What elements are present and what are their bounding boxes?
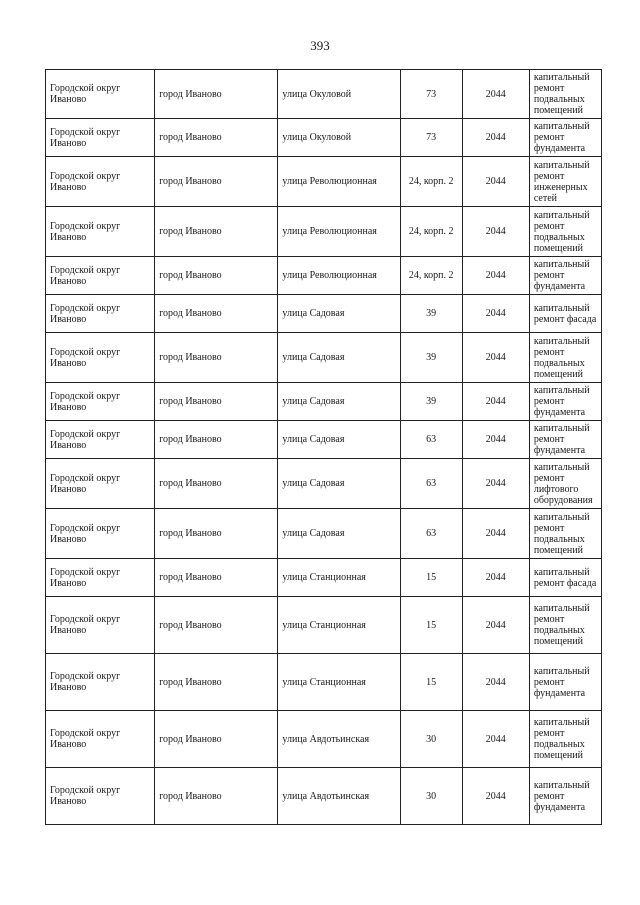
work-type-cell: капитальный ремонт подвальных помещений — [529, 333, 601, 383]
work-type-cell: капитальный ремонт фасада — [529, 559, 601, 597]
street-cell: улица Революционная — [278, 157, 400, 207]
street-cell: улица Окуловой — [278, 70, 400, 119]
district-cell: Городской округ Иваново — [46, 711, 155, 768]
table-row — [46, 295, 602, 333]
work-type-cell: капитальный ремонт инженерных сетей — [529, 157, 601, 207]
repair-schedule-table — [45, 69, 602, 825]
city-cell: город Иваново — [155, 654, 278, 711]
year-cell: 2044 — [462, 768, 529, 825]
year-cell: 2044 — [462, 654, 529, 711]
work-type-cell: капитальный ремонт фасада — [529, 295, 601, 333]
district-cell: Городской округ Иваново — [46, 654, 155, 711]
year-cell: 2044 — [462, 711, 529, 768]
street-cell: улица Станционная — [278, 597, 400, 654]
city-cell: город Иваново — [155, 597, 278, 654]
street-cell: улица Садовая — [278, 421, 400, 459]
street-cell: улица Авдотьинская — [278, 711, 400, 768]
work-type-cell: капитальный ремонт подвальных помещений — [529, 70, 601, 119]
house-cell: 15 — [400, 559, 462, 597]
street-cell: улица Станционная — [278, 559, 400, 597]
table-row — [46, 768, 602, 825]
table-row — [46, 257, 602, 295]
house-cell: 39 — [400, 295, 462, 333]
city-cell: город Иваново — [155, 295, 278, 333]
year-cell: 2044 — [462, 597, 529, 654]
district-cell: Городской округ Иваново — [46, 207, 155, 257]
year-cell: 2044 — [462, 157, 529, 207]
table-row — [46, 711, 602, 768]
work-type-cell: капитальный ремонт фундамента — [529, 257, 601, 295]
year-cell: 2044 — [462, 295, 529, 333]
house-cell: 73 — [400, 70, 462, 119]
year-cell: 2044 — [462, 383, 529, 421]
district-cell: Городской округ Иваново — [46, 295, 155, 333]
house-cell: 73 — [400, 119, 462, 157]
year-cell: 2044 — [462, 421, 529, 459]
district-cell: Городской округ Иваново — [46, 333, 155, 383]
house-cell: 15 — [400, 597, 462, 654]
district-cell: Городской округ Иваново — [46, 509, 155, 559]
work-type-cell: капитальный ремонт подвальных помещений — [529, 207, 601, 257]
table-row — [46, 333, 602, 383]
work-type-cell: капитальный ремонт фундамента — [529, 654, 601, 711]
street-cell: улица Садовая — [278, 333, 400, 383]
house-cell: 63 — [400, 459, 462, 509]
table-row — [46, 157, 602, 207]
district-cell: Городской округ Иваново — [46, 70, 155, 119]
year-cell: 2044 — [462, 459, 529, 509]
page-number: 393 — [310, 38, 330, 53]
house-cell: 39 — [400, 333, 462, 383]
city-cell: город Иваново — [155, 711, 278, 768]
district-cell: Городской округ Иваново — [46, 459, 155, 509]
year-cell: 2044 — [462, 119, 529, 157]
table-row — [46, 70, 602, 119]
house-cell: 15 — [400, 654, 462, 711]
year-cell: 2044 — [462, 257, 529, 295]
street-cell: улица Революционная — [278, 257, 400, 295]
work-type-cell: капитальный ремонт фундамента — [529, 421, 601, 459]
district-cell: Городской округ Иваново — [46, 157, 155, 207]
district-cell: Городской округ Иваново — [46, 257, 155, 295]
year-cell: 2044 — [462, 333, 529, 383]
work-type-cell: капитальный ремонт фундамента — [529, 768, 601, 825]
table-row — [46, 509, 602, 559]
city-cell: город Иваново — [155, 768, 278, 825]
table-row — [46, 207, 602, 257]
street-cell: улица Революционная — [278, 207, 400, 257]
house-cell: 24, корп. 2 — [400, 257, 462, 295]
table-row — [46, 654, 602, 711]
city-cell: город Иваново — [155, 509, 278, 559]
house-cell: 30 — [400, 711, 462, 768]
table-row — [46, 559, 602, 597]
house-cell: 24, корп. 2 — [400, 157, 462, 207]
city-cell: город Иваново — [155, 421, 278, 459]
work-type-cell: капитальный ремонт лифтового оборудования — [529, 459, 601, 509]
street-cell: улица Садовая — [278, 509, 400, 559]
city-cell: город Иваново — [155, 257, 278, 295]
street-cell: улица Садовая — [278, 459, 400, 509]
year-cell: 2044 — [462, 509, 529, 559]
year-cell: 2044 — [462, 559, 529, 597]
house-cell: 24, корп. 2 — [400, 207, 462, 257]
work-type-cell: капитальный ремонт фундамента — [529, 383, 601, 421]
work-type-cell: капитальный ремонт подвальных помещений — [529, 711, 601, 768]
street-cell: улица Окуловой — [278, 119, 400, 157]
work-type-cell: капитальный ремонт подвальных помещений — [529, 509, 601, 559]
city-cell: город Иваново — [155, 157, 278, 207]
street-cell: улица Авдотьинская — [278, 768, 400, 825]
district-cell: Городской округ Иваново — [46, 421, 155, 459]
district-cell: Городской округ Иваново — [46, 768, 155, 825]
house-cell: 63 — [400, 421, 462, 459]
work-type-cell: капитальный ремонт фундамента — [529, 119, 601, 157]
table-row — [46, 597, 602, 654]
table-row — [46, 421, 602, 459]
table-row — [46, 459, 602, 509]
house-cell: 63 — [400, 509, 462, 559]
city-cell: город Иваново — [155, 383, 278, 421]
year-cell: 2044 — [462, 207, 529, 257]
district-cell: Городской округ Иваново — [46, 383, 155, 421]
city-cell: город Иваново — [155, 119, 278, 157]
district-cell: Городской округ Иваново — [46, 559, 155, 597]
city-cell: город Иваново — [155, 333, 278, 383]
work-type-cell: капитальный ремонт подвальных помещений — [529, 597, 601, 654]
table-row — [46, 383, 602, 421]
city-cell: город Иваново — [155, 459, 278, 509]
house-cell: 39 — [400, 383, 462, 421]
city-cell: город Иваново — [155, 559, 278, 597]
year-cell: 2044 — [462, 70, 529, 119]
city-cell: город Иваново — [155, 70, 278, 119]
district-cell: Городской округ Иваново — [46, 597, 155, 654]
street-cell: улица Станционная — [278, 654, 400, 711]
street-cell: улица Садовая — [278, 383, 400, 421]
street-cell: улица Садовая — [278, 295, 400, 333]
city-cell: город Иваново — [155, 207, 278, 257]
table-row — [46, 119, 602, 157]
house-cell: 30 — [400, 768, 462, 825]
district-cell: Городской округ Иваново — [46, 119, 155, 157]
